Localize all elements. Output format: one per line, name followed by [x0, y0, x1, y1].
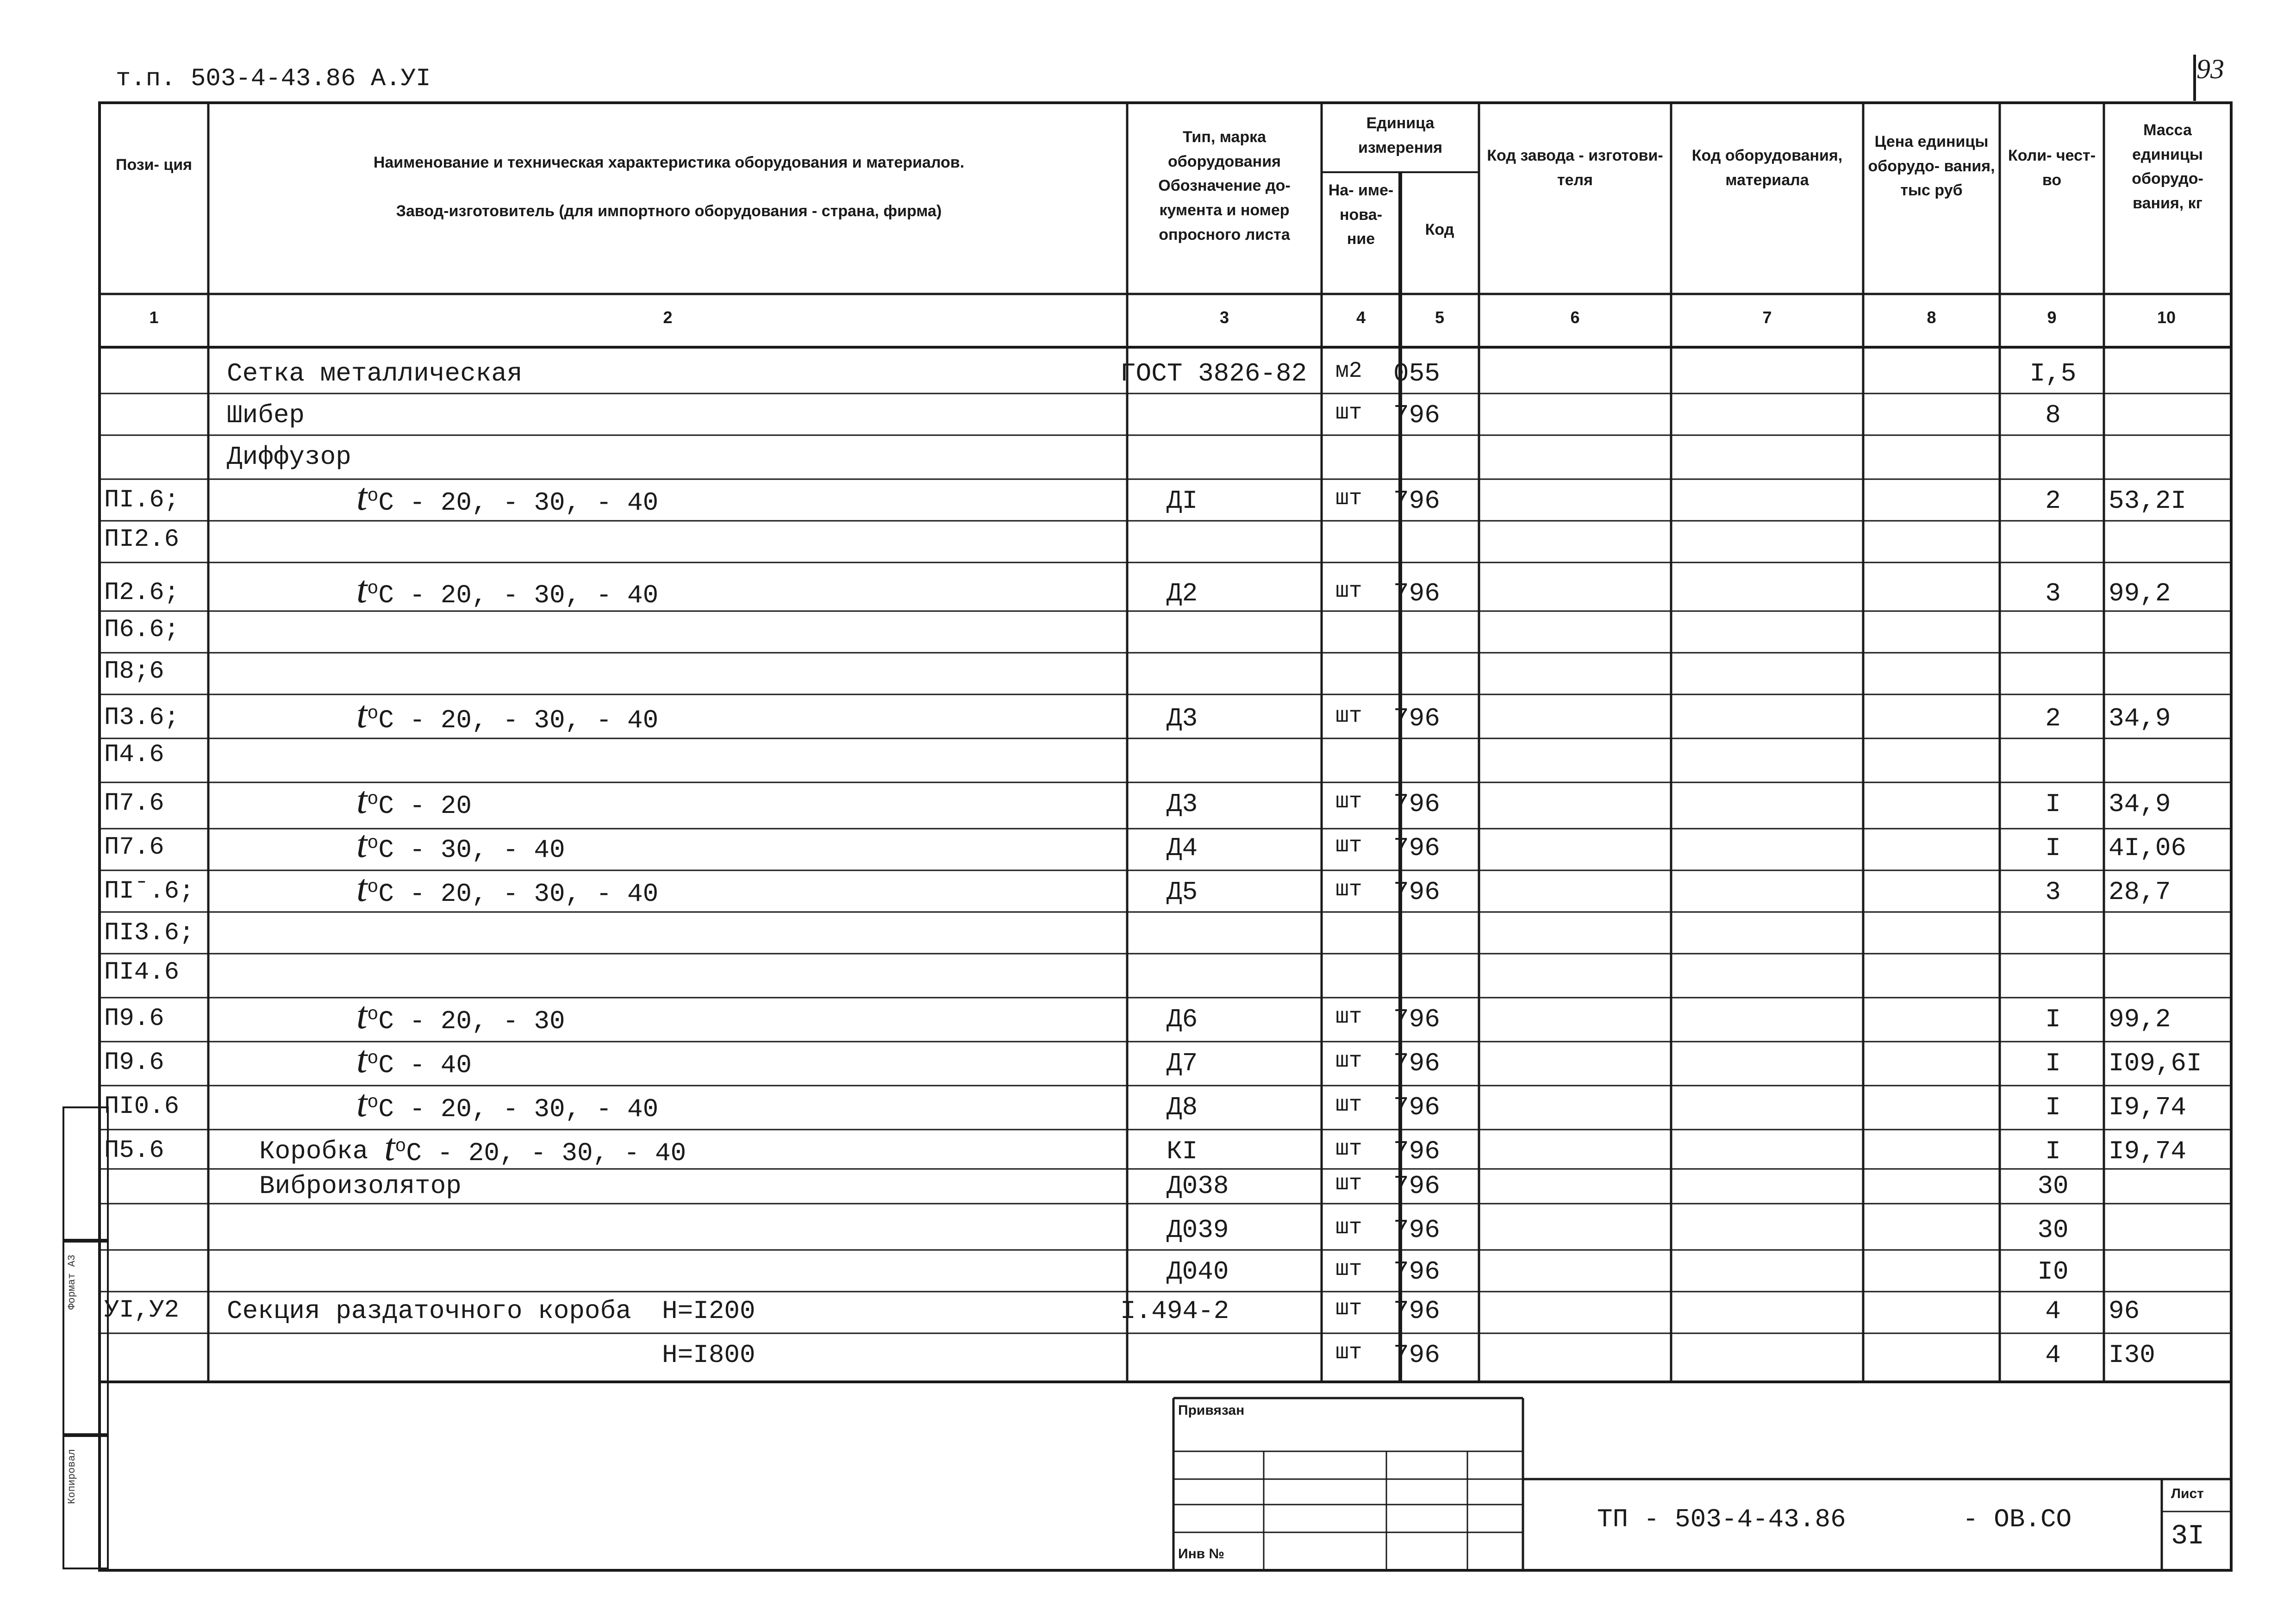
row-position: П9.6 [104, 1049, 164, 1077]
header-name-line1: Наименование и техническая характеристика оборудования и материалов. [373, 154, 965, 171]
header-plant-code: Код завода - изготови- теля [1487, 147, 1663, 189]
row-quantity: I [2045, 789, 2061, 819]
row-type: ДI [1167, 486, 1198, 516]
inventory-label: Инв № [1178, 1546, 1224, 1562]
temperature-symbol: t [356, 693, 368, 736]
row-unit: шт [1335, 486, 1362, 511]
row-unit: шт [1335, 1215, 1362, 1240]
degree-symbol: о [367, 789, 379, 810]
row-type: Д039 [1167, 1215, 1229, 1245]
row-position: П7.6 [104, 789, 164, 818]
row-position: П9.6 [104, 1005, 164, 1033]
row-height-spec: Н=I200 [662, 1296, 755, 1326]
stamp-text: Копировал [66, 1449, 78, 1504]
row-quantity: I [2045, 1049, 2061, 1078]
row-type: I.494-2 [1120, 1296, 1229, 1326]
header-quantity: Коли- чест- во [2008, 147, 2096, 189]
row-type: Д8 [1167, 1093, 1198, 1122]
col-number: 7 [1762, 308, 1772, 327]
row-mass: 53,2I [2109, 486, 2187, 516]
temperature-values: C - 40 [378, 1050, 472, 1080]
col-number: 3 [1219, 308, 1229, 327]
row-position: ПI4.6 [104, 958, 180, 987]
row-type: Д7 [1167, 1049, 1198, 1078]
document-reference: т.п. 503-4-43.86 А.УI [116, 65, 431, 93]
degree-symbol: о [367, 578, 379, 600]
degree-symbol: о [367, 1092, 379, 1113]
row-unit-code: 796 [1393, 1049, 1440, 1078]
row-temperature [356, 475, 658, 519]
row-temperature [356, 822, 565, 867]
row-quantity: I [2045, 833, 2061, 863]
col-number: 6 [1570, 308, 1580, 327]
col-number: 10 [2157, 308, 2176, 327]
header-name-line2: Завод-изготовитель (для импортного оборудования - страна, фирма) [396, 202, 942, 220]
handwritten-sheet-number: 93 [2196, 54, 2224, 84]
row-mass: I30 [2109, 1340, 2155, 1370]
temperature-values: C - 20, - 30, - 40 [378, 581, 659, 610]
row-type: Д040 [1167, 1257, 1229, 1287]
row-unit: шт [1335, 579, 1362, 604]
temperature-symbol: t [356, 1038, 368, 1081]
stamp-text: Формат А3 [66, 1255, 78, 1310]
col-number: 5 [1435, 308, 1445, 327]
row-unit: шт [1335, 789, 1362, 814]
temperature-values: C - 20, - 30 [378, 1006, 565, 1036]
temperature-symbol: t [356, 823, 368, 866]
row-mass: 28,7 [2109, 877, 2171, 907]
row-unit-code: 796 [1393, 833, 1440, 863]
temperature-values: C - 20, - 30, - 40 [378, 488, 659, 518]
degree-symbol: о [395, 1136, 406, 1157]
row-position: ПI3.6; [104, 919, 194, 947]
row-name: Коробка [259, 1137, 368, 1166]
row-name: Диффузор [227, 442, 351, 472]
row-unit: шт [1335, 704, 1362, 729]
row-unit-code: 796 [1393, 1171, 1440, 1201]
row-mass: 34,9 [2109, 789, 2171, 819]
row-mass: I9,74 [2109, 1137, 2187, 1166]
temperature-symbol: t [356, 568, 368, 611]
row-name: Шибер [227, 400, 305, 430]
row-unit-code: 796 [1393, 486, 1440, 516]
temperature-values: C - 20, - 30, - 40 [378, 706, 659, 735]
row-position: П8;6 [104, 657, 164, 686]
row-name: Сетка металлическая [227, 359, 523, 388]
col-number: 4 [1356, 308, 1366, 327]
row-unit-code: 796 [1393, 877, 1440, 907]
row-type: КI [1167, 1137, 1198, 1166]
header-unit: Единица измерения [1358, 114, 1442, 156]
row-position: П7.6 [104, 833, 164, 862]
row-mass: I9,74 [2109, 1093, 2187, 1122]
row-type: Д3 [1167, 704, 1198, 733]
sheet-number: 3I [2171, 1521, 2205, 1552]
row-quantity: I [2045, 1005, 2061, 1034]
temperature-values: C - 20, - 30, - 40 [406, 1138, 686, 1168]
degree-symbol: о [367, 833, 379, 854]
header-type: Тип, марка оборудования Обозначение до- кумента и номер опросного листа [1158, 128, 1291, 244]
row-position: П2.6; [104, 579, 180, 607]
col-number: 8 [1927, 308, 1936, 327]
row-quantity: 3 [2045, 877, 2061, 907]
row-type: Д038 [1167, 1171, 1229, 1201]
row-temperature [356, 692, 658, 737]
temperature-symbol: t [356, 779, 368, 822]
row-temperature [356, 1037, 472, 1082]
row-unit-code: 796 [1393, 1296, 1440, 1326]
row-type: Д3 [1167, 789, 1198, 819]
bound-label: Привязан [1178, 1403, 1245, 1418]
temperature-values: C - 20, - 30, - 40 [378, 1094, 659, 1124]
row-temperature [384, 1125, 686, 1170]
degree-symbol: о [367, 703, 379, 725]
row-unit-code: 796 [1393, 1257, 1440, 1287]
header-price: Цена единицы оборудо- вания, тыс руб [1868, 133, 1995, 200]
margin-stamp [62, 1106, 109, 1569]
row-mass: 99,2 [2109, 579, 2171, 608]
degree-symbol: о [367, 1004, 379, 1025]
row-position: ПI.6; [104, 486, 180, 514]
row-type: Д2 [1167, 579, 1198, 608]
degree-symbol: о [367, 877, 379, 898]
row-position: УI,У2 [104, 1296, 180, 1324]
row-mass: 99,2 [2109, 1005, 2171, 1034]
row-mass: I09,6I [2109, 1049, 2202, 1078]
temperature-symbol: t [384, 1126, 395, 1169]
row-quantity: I [2045, 1137, 2061, 1166]
row-unit: шт [1335, 400, 1362, 425]
row-type: ГОСТ 3826-82 [1120, 359, 1307, 388]
row-unit-code: 796 [1393, 1340, 1440, 1370]
header-equipment-code: Код оборудования, материала [1691, 147, 1843, 189]
row-position: П5.6 [104, 1137, 164, 1165]
row-type: Д5 [1167, 877, 1198, 907]
row-mass: 34,9 [2109, 704, 2171, 733]
row-type: Д6 [1167, 1005, 1198, 1034]
row-mass: 4I,06 [2109, 833, 2187, 863]
header-unit-name: На- име- нова- ние [1328, 181, 1394, 248]
temperature-symbol: t [356, 1082, 368, 1125]
row-temperature [356, 993, 565, 1038]
row-quantity: 3 [2045, 579, 2061, 608]
row-height-spec: Н=I800 [662, 1340, 755, 1370]
document-suffix: - ОВ.СО [1963, 1505, 2072, 1534]
row-quantity: I [2045, 1093, 2061, 1122]
row-unit-code: 796 [1393, 1137, 1440, 1166]
header-mass: Масса единицы оборудо- вания, кг [2132, 121, 2203, 212]
row-unit: шт [1335, 1296, 1362, 1321]
row-unit: м2 [1335, 359, 1362, 384]
row-quantity: I,5 [2029, 359, 2077, 388]
row-name: Секция раздаточного короба [227, 1296, 631, 1326]
row-unit-code: 796 [1393, 579, 1440, 608]
degree-symbol: о [367, 1048, 379, 1069]
col-number: 2 [663, 308, 673, 327]
row-mass: 96 [2109, 1296, 2140, 1326]
row-unit: шт [1335, 1049, 1362, 1074]
row-unit-code: 796 [1393, 704, 1440, 733]
row-unit: шт [1335, 1137, 1362, 1162]
row-unit: шт [1335, 1257, 1362, 1282]
temperature-values: C - 20 [378, 791, 472, 821]
row-unit: шт [1335, 833, 1362, 858]
row-quantity: 4 [2045, 1340, 2061, 1370]
col-number: 1 [149, 308, 159, 327]
document-code: ТП - 503-4-43.86 [1597, 1505, 1846, 1534]
row-unit: шт [1335, 1340, 1362, 1365]
row-unit-code: 796 [1393, 1005, 1440, 1034]
row-unit-code: 796 [1393, 1093, 1440, 1122]
row-position: П6.6; [104, 616, 180, 644]
row-name: Виброизолятор [259, 1171, 462, 1201]
row-unit: шт [1335, 1093, 1362, 1118]
row-unit-code: 796 [1393, 789, 1440, 819]
temperature-values: C - 20, - 30, - 40 [378, 879, 659, 909]
row-unit: шт [1335, 1005, 1362, 1030]
row-temperature [356, 567, 658, 612]
row-quantity: 2 [2045, 486, 2061, 516]
row-quantity: I0 [2037, 1257, 2069, 1287]
row-position: ПIˉ.6; [104, 877, 194, 906]
row-type: Д4 [1167, 833, 1198, 863]
row-temperature [356, 778, 472, 823]
header-unit-code: Код [1425, 221, 1454, 238]
row-unit-code: 796 [1393, 400, 1440, 430]
temperature-symbol: t [356, 867, 368, 910]
degree-symbol: о [367, 486, 379, 507]
row-quantity: 30 [2037, 1171, 2069, 1201]
row-temperature [356, 866, 658, 911]
sheet-label: Лист [2171, 1486, 2204, 1501]
row-temperature [356, 1081, 658, 1126]
row-quantity: 30 [2037, 1215, 2069, 1245]
temperature-values: C - 30, - 40 [378, 835, 565, 865]
row-quantity: 2 [2045, 704, 2061, 733]
row-position: П3.6; [104, 704, 180, 732]
row-position: П4.6 [104, 741, 164, 769]
row-position: ПI0.6 [104, 1093, 180, 1121]
temperature-symbol: t [356, 994, 368, 1037]
row-quantity: 8 [2045, 400, 2061, 430]
row-unit-code: 055 [1393, 359, 1440, 388]
row-position: ПI2.6 [104, 525, 180, 554]
row-quantity: 4 [2045, 1296, 2061, 1326]
row-unit: шт [1335, 1171, 1362, 1196]
row-unit-code: 796 [1393, 1215, 1440, 1245]
row-unit: шт [1335, 877, 1362, 902]
temperature-symbol: t [356, 475, 368, 518]
header-position: Пози- ция [116, 156, 192, 174]
col-number: 9 [2047, 308, 2057, 327]
